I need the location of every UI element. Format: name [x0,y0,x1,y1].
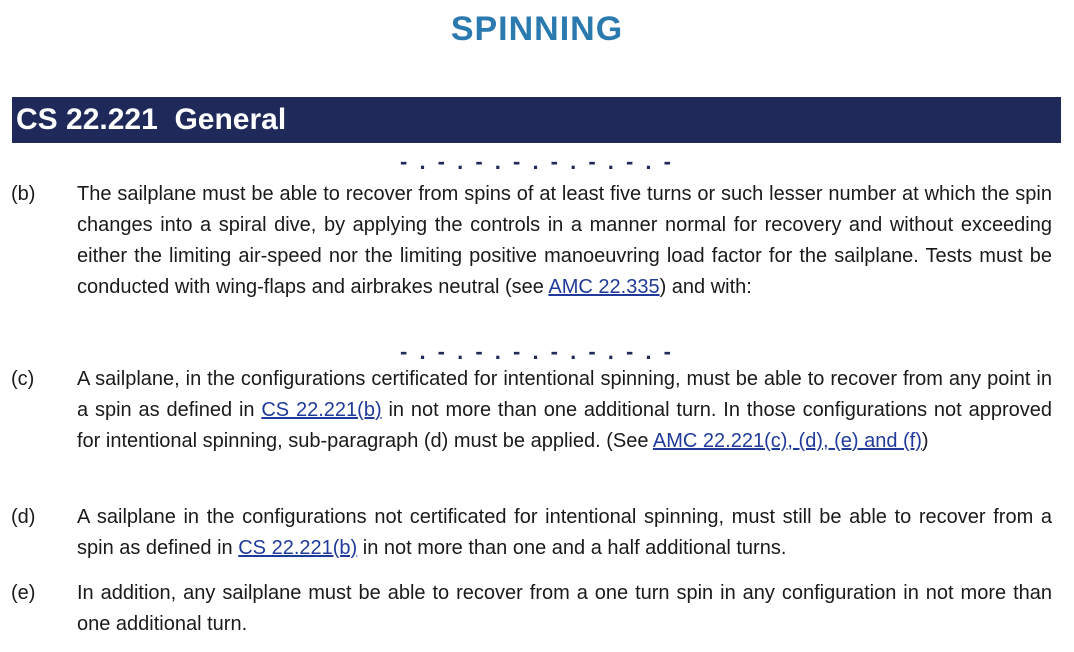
text-run: A sailplane, in the configurations certificated for intentional spinning, must be able to recover from any point in a spin as defined in [77,368,1052,421]
text-run: In addition, any sailplane must be able to recover from a one turn spin in any configuration in not more than one additional turn. [77,582,1052,635]
text-run: A sailplane in the configurations not certificated for intentional spinning, must still be able to recover from a spin as defined in [77,506,1052,559]
paragraph-label: (c) [11,368,35,390]
section-heading: CS 22.221 General [12,97,1061,143]
page-title: SPINNING [450,10,624,48]
paragraph-text [77,179,1052,303]
paragraph-label: (d) [11,506,36,528]
omission-marker: - . - . - . - . - . - . - . - [400,339,674,364]
text-run: The sailplane must be able to recover from spins of at least five turns or such lesser number at which the spin changes into a spiral dive, by applying the controls in a manner normal for recovery and without exceeding either the limiting air-speed nor the limiting positive manoeuvring load factor for the sailplane. Tests must be conducted with wing-flaps and airbrakes neutral (see [77,183,1052,298]
amc-22-335-link[interactable]: AMC 22.335 [548,276,660,298]
cs-22-221b-link[interactable]: CS 22.221(b) [261,399,382,421]
text-run: ) [921,430,929,452]
paragraph-text [77,502,1052,564]
text-run: in not more than one additional turn. In those configurations not approved for intentional spinning, sub-paragraph (d) must be applied. (See [77,399,1052,452]
text-run: in not more than one and a half additional turns. [357,537,787,559]
omission-marker: - . - . - . - . - . - . - . - [400,149,674,174]
amc-22-221-link[interactable]: AMC 22.221(c), (d), (e) and (f) [652,430,922,452]
paragraph-label: (b) [11,183,36,205]
paragraph-text [77,578,1052,640]
text-run: ) and with: [659,276,752,298]
cs-22-221b-link[interactable]: CS 22.221(b) [238,537,358,559]
paragraph-text [77,364,1052,457]
paragraph-label: (e) [11,582,36,604]
